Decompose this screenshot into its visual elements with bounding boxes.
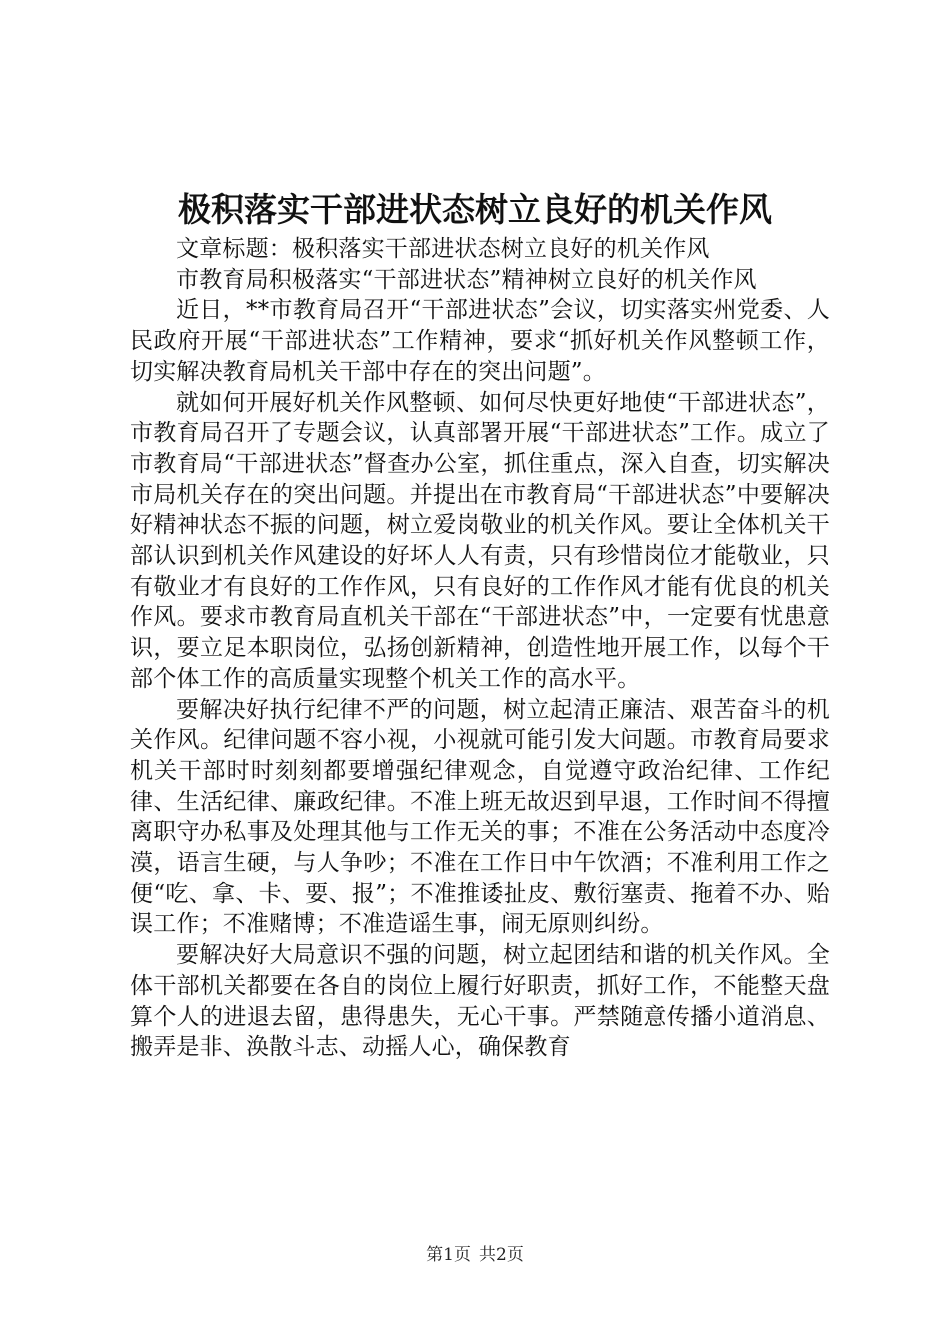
body-paragraph: 就如何开展好机关作风整顿、如何尽快更好地使“干部进状态”，市教育局召开了专题会议，认真部署开展“干部进状态”工作。成立了市教育局“干部进状态”督查办公室，抓住重点，深入自查，切实解决市局机关存在的突出问题。并提出在市教育局“干部进状态”中要解决好精神状态不振的问题，树立爱岗敬业的机关作风。要让全体机关干部认识到机关作风建设的好坏人人有责，只有珍惜岗位才能敬业，只有敬业才有良好的工作作风，只有良好的工作作风才能有优良的机关作风。要求市教育局直机关干部在“干部进状态”中，一定要有忧患意识，要立足本职岗位，弘扬创新精神，创造性地开展工作，以每个干部个体工作的高质量实现整个机关工作的高水平。 (130, 389, 830, 692)
body-paragraph: 要解决好大局意识不强的问题，树立起团结和谐的机关作风。全体干部机关都要在各自的岗位上履行好职责，抓好工作，不能整天盘算个人的进退去留，患得患失，无心干事。严禁随意传播小道消息、搬弄是非、涣散斗志、动摇人心，确保教育 (130, 942, 830, 1061)
subheading-paragraph: 市教育局积极落实“干部进状态”精神树立良好的机关作风 (176, 266, 757, 293)
document-body (130, 234, 830, 1063)
document-title: 极积落实干部进状态树立良好的机关作风 (178, 190, 772, 229)
article-title-line: 文章标题：极积落实干部进状态树立良好的机关作风 (176, 236, 710, 262)
body-paragraph: 近日，**市教育局召开“干部进状态”会议，切实落实州党委、人民政府开展“干部进状态”工作精神，要求“抓好机关作风整顿工作，切实解决教育局机关干部中存在的突出问题”。 (130, 297, 830, 385)
page-footer (0, 1243, 950, 1267)
body-paragraph: 要解决好执行纪律不严的问题，树立起清正廉洁、艰苦奋斗的机关作风。纪律问题不容小视，小视就可能引发大问题。市教育局要求机关干部时时刻刻都要增强纪律观念，自觉遵守政治纪律、工作纪律、生活纪律、廉政纪律。不准上班无故迟到早退，工作时间不得擅离职守办私事及处理其他与工作无关的事；不准在公务活动中态度冷漠，语言生硬，与人争吵；不准在工作日中午饮酒；不准利用工作之便“吃、拿、卡、要、报”；不准推诿扯皮、敷衍塞责、拖着不办、贻误工作；不准赌博；不准造谣生事，闹无原则纠纷。 (130, 696, 830, 938)
page-total: 共2页 (479, 1245, 524, 1265)
page-number: 第1页 (426, 1245, 471, 1265)
